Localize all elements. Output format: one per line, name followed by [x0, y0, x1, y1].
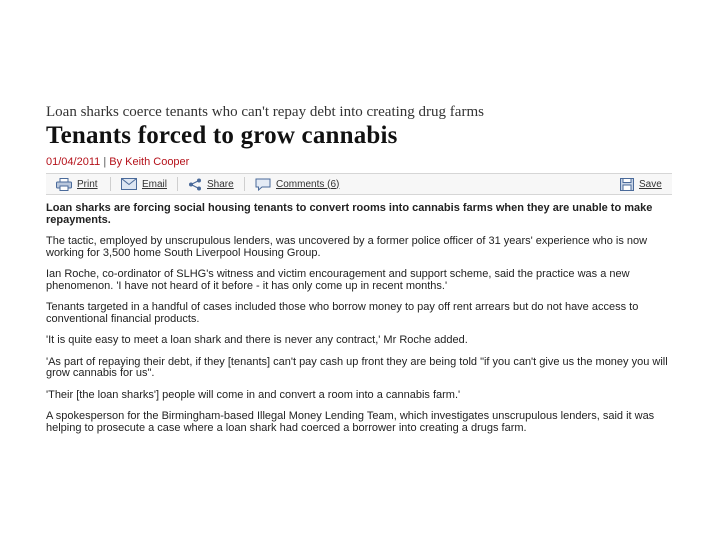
print-button[interactable]: [56, 177, 98, 191]
toolbar-divider: [177, 177, 178, 191]
article-paragraph: 'Their [the loan sharks'] people will come in and convert a room into a cannabis farm.': [46, 388, 461, 401]
share-label: Share: [207, 178, 234, 190]
share-button[interactable]: [188, 177, 234, 191]
email-button[interactable]: [121, 177, 167, 191]
save-button[interactable]: [620, 177, 662, 191]
article-lead: Loan sharks are forcing social housing tenants to convert rooms into cannabis farms when they are unable to make repayments.: [46, 202, 653, 226]
printer-icon: [56, 178, 72, 191]
save-icon: [620, 178, 634, 191]
article-body: [46, 203, 672, 434]
article-author[interactable]: By Keith Cooper: [109, 156, 190, 168]
article-paragraph: The tactic, employed by unscrupulous lenders, was uncovered by a former police officer of 31 years' experience who is now working for 3,500 home South Liverpool Housing Group.: [46, 235, 648, 259]
article: [46, 104, 672, 444]
toolbar-divider: [244, 177, 245, 191]
envelope-icon: [121, 178, 137, 190]
toolbar-divider: [110, 177, 111, 191]
article-date: 01/04/2011: [46, 156, 101, 168]
comment-icon: [255, 178, 271, 191]
comments-button[interactable]: [255, 177, 339, 191]
article-standfirst: Loan sharks coerce tenants who can't repay debt into creating drug farms: [46, 104, 484, 120]
article-headline: Tenants forced to grow cannabis: [46, 122, 398, 149]
print-label: Print: [77, 178, 98, 190]
byline-separator: |: [103, 156, 107, 168]
article-paragraph: 'As part of repaying their debt, if they [tenants] can't pay cash up front they are being told "if you can't give us the money you will grow cannabis for us".: [46, 355, 668, 379]
article-paragraph: 'It is quite easy to meet a loan shark and there is never any contract,' Mr Roche added.: [46, 334, 468, 346]
share-icon: [188, 178, 202, 191]
article-paragraph: Ian Roche, co-ordinator of SLHG's witness and victim encouragement and support scheme, said the practice was a new phenomenon. 'I have not heard of it before - it has only come up in recent months.': [46, 268, 630, 292]
email-label: Email: [142, 178, 168, 190]
comments-label: Comments (6): [276, 178, 340, 190]
article-toolbar: [46, 173, 672, 195]
article-paragraph: A spokesperson for the Birmingham-based Illegal Money Lending Team, which investigates unscrupulous lenders, said it was helping to prosecute a case where a loan shark had coerced a borrower into creating a drugs farm.: [46, 410, 655, 434]
save-label: Save: [639, 178, 662, 190]
byline: [46, 156, 672, 169]
article-paragraph: Tenants targeted in a handful of cases included those who borrow money to pay off rent arrears but do not have access to conventional financial products.: [46, 301, 639, 325]
